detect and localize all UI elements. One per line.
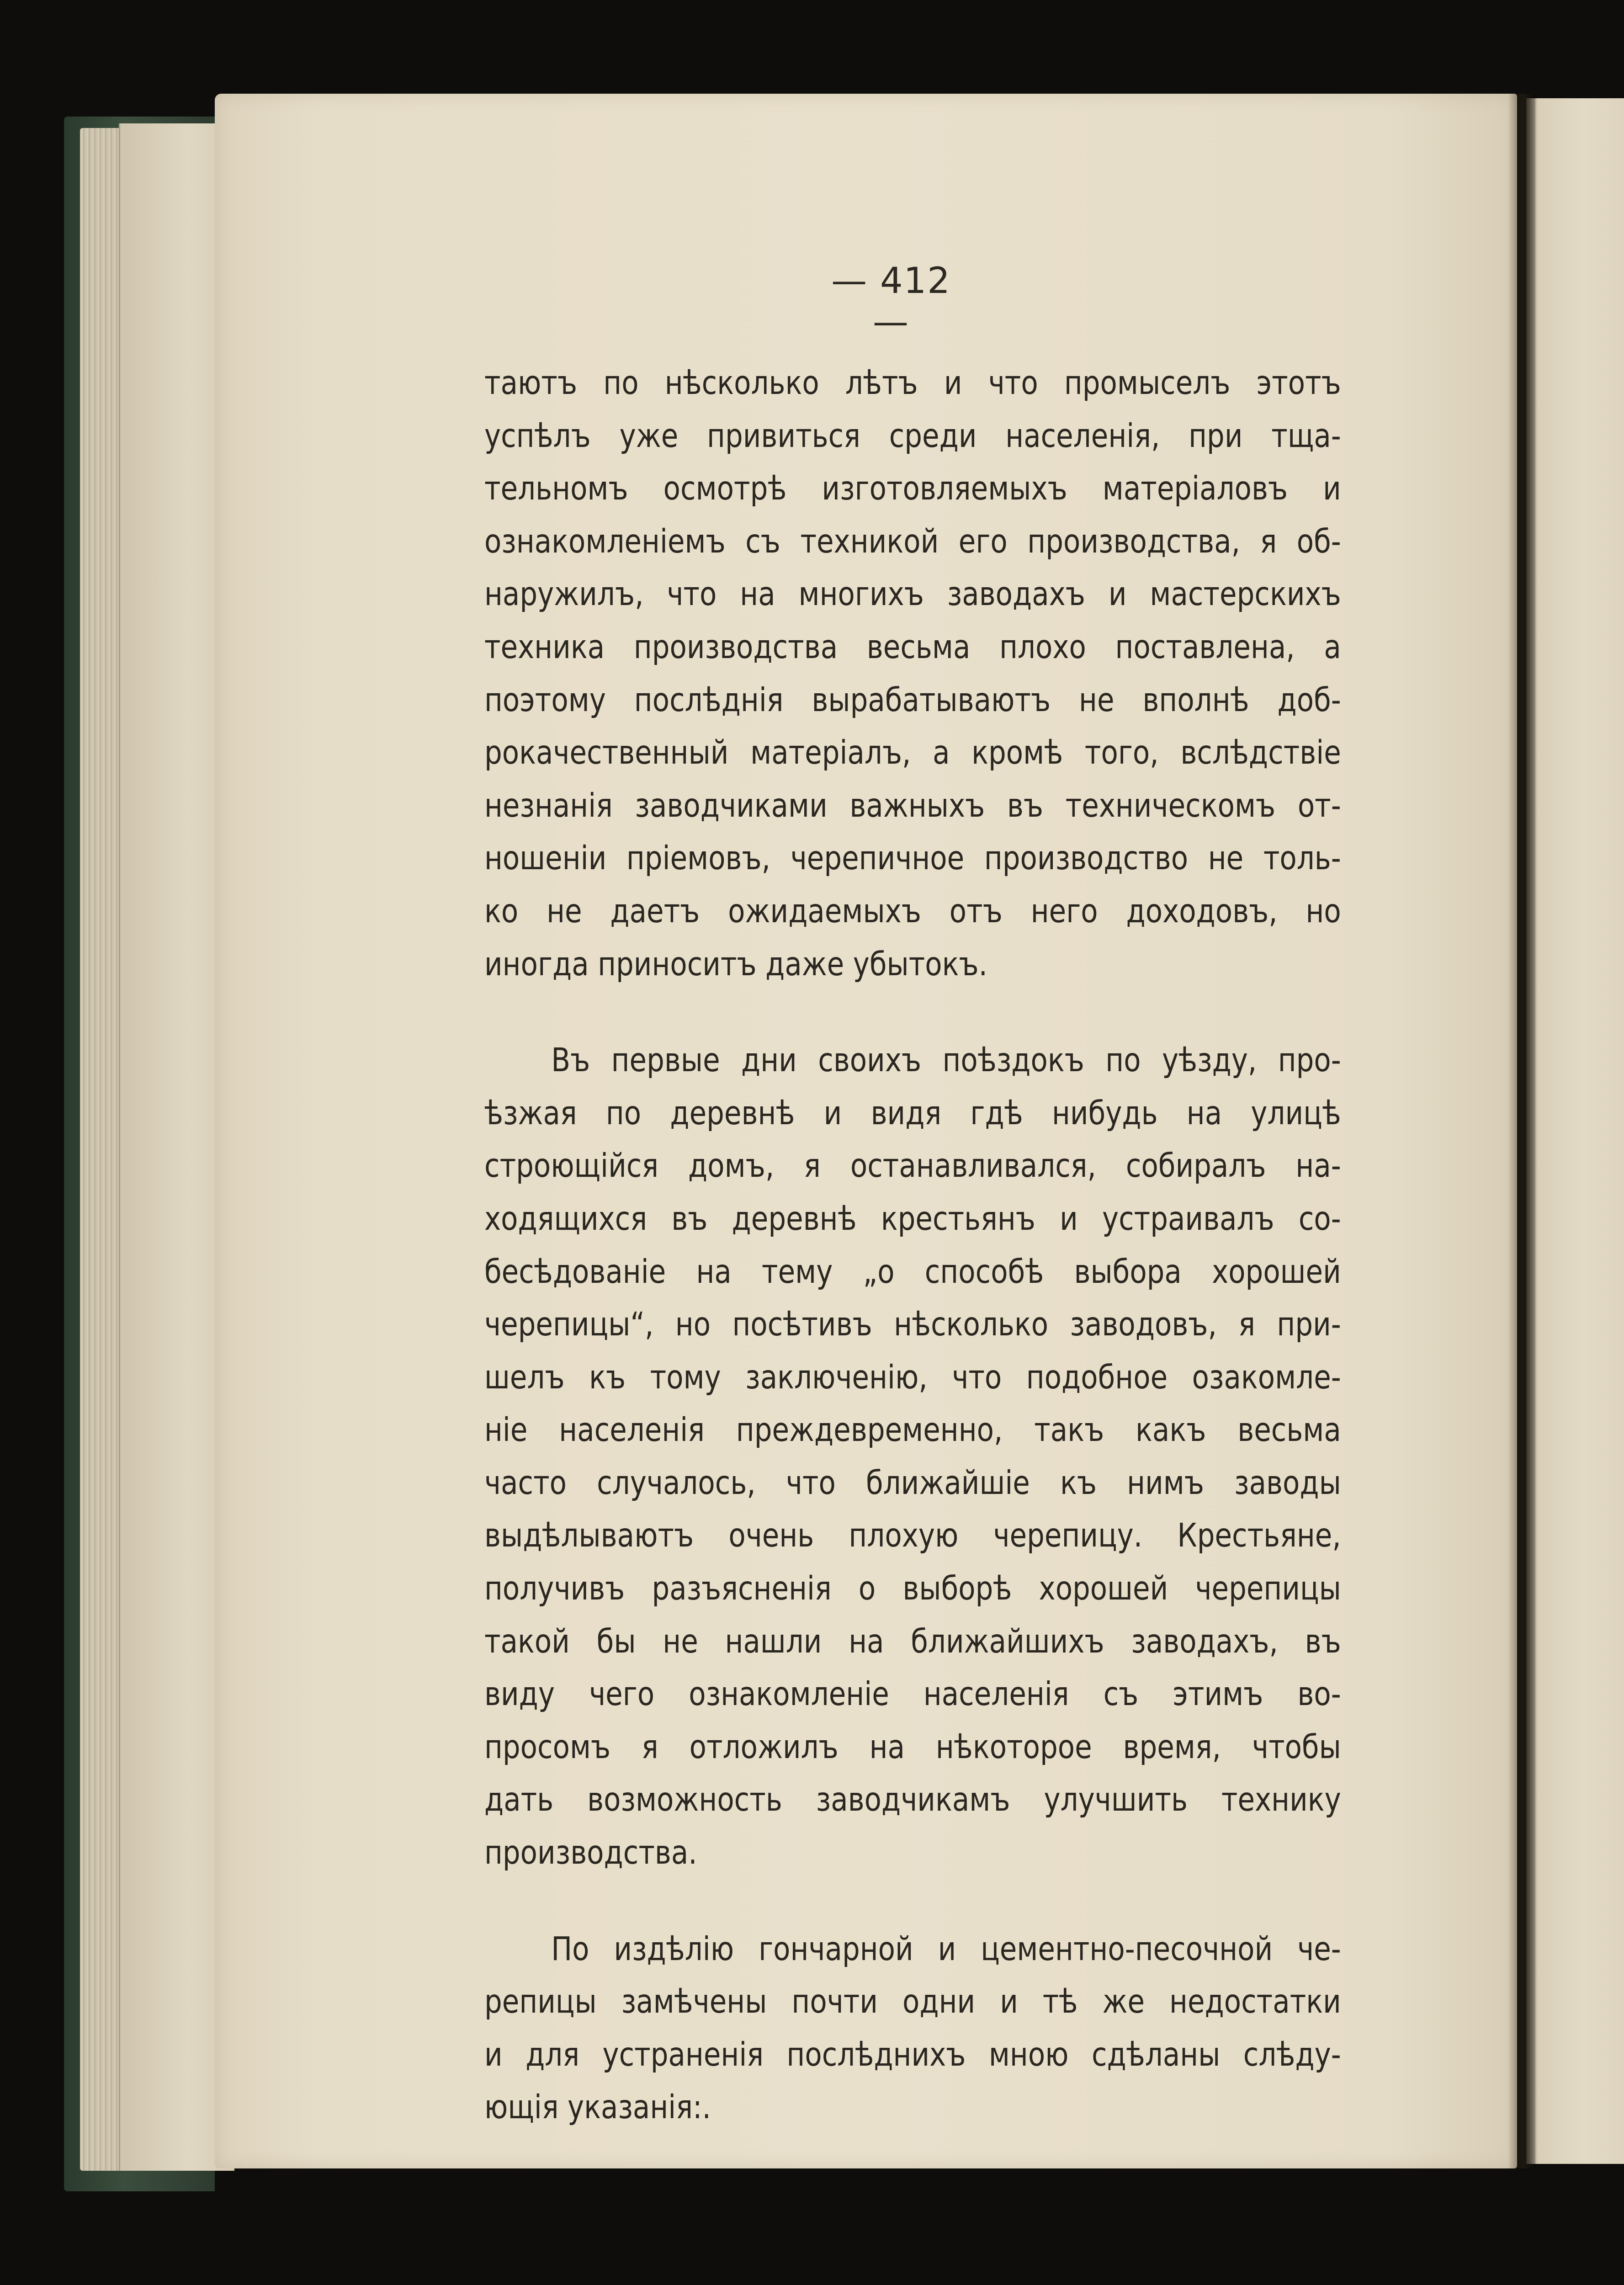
text-line: ющія указанія:. [484,2088,711,2126]
page-body-text [484,356,1341,2134]
paragraph [484,356,1341,990]
text-line: виду чего ознакомленіе населенія съ этимъ во- [484,1675,1341,1713]
book-gutter [1508,94,1535,2168]
text-line: просомъ я отложилъ на нѣкоторое время, чтобы [484,1727,1341,1766]
text-line: репицы замѣчены почти одни и тѣ же недостатки [484,1982,1341,2021]
text-line: успѣлъ уже привиться среди населенія, при тща- [484,416,1341,455]
text-line: поэтому послѣднія вырабатываютъ не вполнѣ доб- [484,680,1341,719]
text-line: ходящихся въ деревнѣ крестьянъ и устраивалъ со- [484,1199,1341,1238]
paragraph [484,1034,1341,1879]
text-line: часто случалось, что ближайшіе къ нимъ заводы [484,1463,1341,1502]
text-line: тельномъ осмотрѣ изготовляемыхъ матеріаловъ и [484,469,1341,508]
page-number: — 412 — [831,260,951,343]
text-line: таютъ по нѣсколько лѣтъ и что промыселъ этотъ [484,364,1341,402]
text-line: ко не даетъ ожидаемыхъ отъ него доходовъ, но [484,892,1341,930]
text-line: ознакомленіемъ съ техникой его производства, я об- [484,522,1341,560]
text-line: выдѣлываютъ очень плохую черепицу. Крестьяне, [484,1516,1341,1555]
text-line: бесѣдованіе на тему „о способѣ выбора хорошей [484,1252,1341,1291]
text-line: шелъ къ тому заключенію, что подобное озакомле- [484,1358,1341,1396]
text-line: строющійся домъ, я останавливался, собиралъ на- [484,1147,1341,1185]
text-line: производства. [484,1833,697,1872]
text-line: техника производства весьма плохо поставлена, а [484,627,1341,666]
text-line: незнанія заводчиками важныхъ въ техническомъ от- [484,786,1341,824]
text-line: Въ первые дни своихъ поѣздокъ по уѣзду, про- [551,1041,1341,1079]
text-line: ніе населенія преждевременно, такъ какъ весьма [484,1411,1341,1449]
text-line: наружилъ, что на многихъ заводахъ и мастерскихъ [484,575,1341,613]
paragraph [484,1923,1341,2134]
text-line: ношеніи пріемовъ, черепичное производство не толь- [484,839,1341,877]
text-line: ѣзжая по деревнѣ и видя гдѣ нибудь на улицѣ [484,1094,1341,1132]
text-line: рокачественный матеріалъ, а кромѣ того, вслѣдствіе [484,733,1341,772]
text-line: По издѣлію гончарной и цементно-песочной че- [551,1929,1341,1968]
text-line: черепицы“, но посѣтивъ нѣсколько заводовъ, я при- [484,1305,1341,1344]
text-line: дать возможность заводчикамъ улучшить технику [484,1780,1341,1819]
text-line: иногда приноситъ даже убытокъ. [484,945,988,983]
text-line: такой бы не нашли на ближайшихъ заводахъ, въ [484,1622,1341,1660]
text-line: получивъ разъясненія о выборѣ хорошей черепицы [484,1569,1341,1608]
facing-page [1526,98,1624,2164]
text-line: и для устраненія послѣднихъ мною сдѣланы слѣду- [484,2035,1341,2073]
